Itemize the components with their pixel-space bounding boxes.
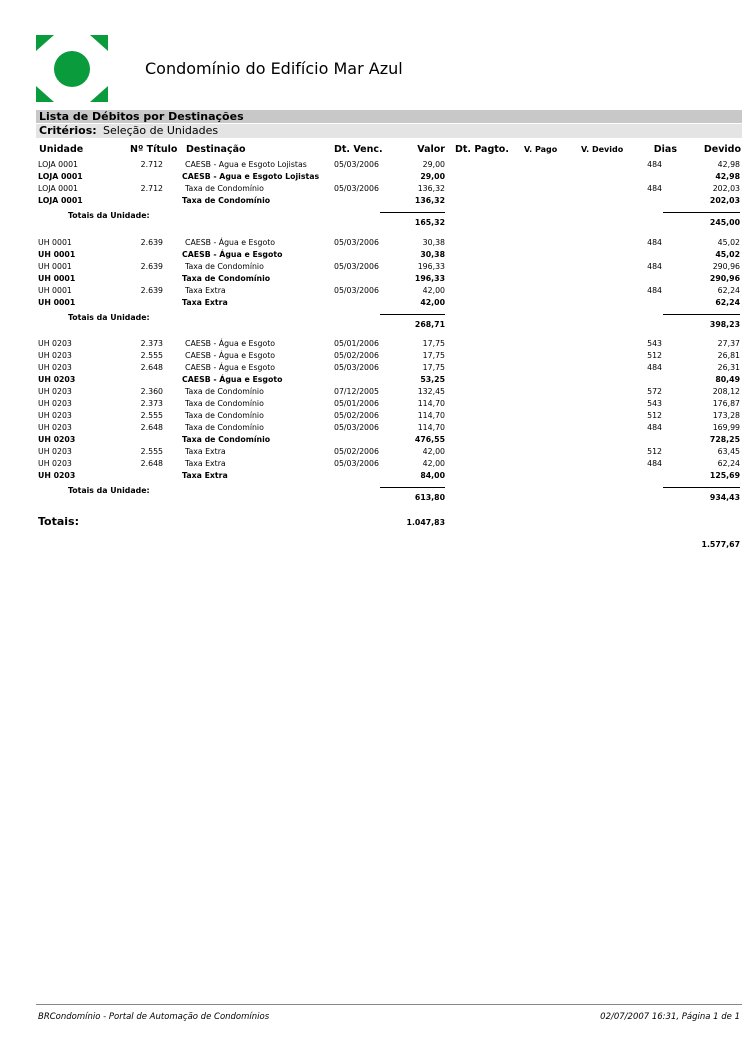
col-pagamento: Dt. Pagto. [455,144,509,155]
cell-vencimento: 05/03/2006 [334,363,379,372]
cell-valor: 17,75 [422,339,445,348]
table-row [0,338,750,350]
cell-dias: 484 [647,160,662,169]
cell-devido: 62,24 [717,286,740,295]
cell-vencimento: 07/12/2005 [334,387,379,396]
cell-devido: 27,37 [717,339,740,348]
subtotal-row [0,297,750,309]
cell-vencimento: 05/03/2006 [334,423,379,432]
cell-titulo: 2.555 [140,351,163,360]
cell-unidade: LOJA 0001 [38,160,79,169]
cell-dias: 484 [647,363,662,372]
unit-total-label: Totais da Unidade: [68,313,150,322]
cell-titulo: 2.639 [140,262,163,271]
cell-devido: 45,02 [717,238,740,247]
cell-unidade: UH 0203 [38,459,72,468]
cell-devido: 202,03 [709,196,740,205]
cell-devido: 290,96 [712,262,740,271]
cell-titulo: 2.373 [140,339,163,348]
cell-valor: 53,25 [420,375,445,384]
cell-unidade: UH 0203 [38,435,76,444]
cell-dias: 484 [647,184,662,193]
report-name: Lista de Débitos por Destinações [39,110,244,123]
cell-unidade: UH 0203 [38,387,72,396]
cell-titulo: 2.712 [140,160,163,169]
cell-destinacao: Taxa de Condomínio [185,399,264,408]
cell-valor: 136,32 [417,184,445,193]
cell-unidade: UH 0001 [38,238,72,247]
table-row [0,261,750,273]
unit-total-row [0,312,750,329]
cell-valor: 42,00 [420,298,445,307]
col-vencimento: Dt. Venc. [334,144,383,155]
cell-destinacao: CAESB - Agua e Esgoto Lojistas [185,160,307,169]
cell-valor: 114,70 [417,411,445,420]
unit-total-devido: 245,00 [709,218,740,227]
cell-vencimento: 05/01/2006 [334,339,379,348]
cell-destinacao: Taxa de Condomínio [185,423,264,432]
cell-destinacao: Taxa Extra [185,286,226,295]
cell-dias: 484 [647,459,662,468]
subtotal-row [0,470,750,482]
unit-total-label: Totais da Unidade: [68,486,150,495]
cell-titulo: 2.648 [140,423,163,432]
cell-titulo: 2.373 [140,399,163,408]
cell-unidade: UH 0203 [38,447,72,456]
cell-destinacao: CAESB - Água e Esgoto [185,238,276,247]
cell-devido: 173,28 [712,411,740,420]
cell-dias: 512 [647,447,662,456]
col-vpago: V. Pago [524,145,558,154]
cell-devido: 202,03 [712,184,740,193]
unit-total-valor: 165,32 [414,218,445,227]
table-row [0,410,750,422]
cell-destinacao: CAESB - Agua e Esgoto Lojistas [182,172,320,181]
cell-valor: 132,45 [417,387,445,396]
cell-titulo: 2.360 [140,387,163,396]
cell-valor: 17,75 [422,351,445,360]
footer-right: 02/07/2007 16:31, Página 1 de 1 [600,1012,740,1022]
cell-destinacao: Taxa de Condomínio [185,184,264,193]
cell-valor: 42,00 [422,447,445,456]
subtotal-row [0,434,750,446]
col-dias: Dias [653,144,677,155]
cell-unidade: UH 0203 [38,363,72,372]
unit-total-devido: 934,43 [709,493,740,502]
cell-vencimento: 05/01/2006 [334,399,379,408]
cell-dias: 543 [647,339,662,348]
cell-devido: 62,24 [717,459,740,468]
subtotal-row [0,249,750,261]
footer-divider [36,1004,742,1005]
footer-left: BRCondomínio - Portal de Automação de Condomínios [38,1012,270,1022]
cell-devido: 208,12 [712,387,740,396]
cell-unidade: UH 0203 [38,351,72,360]
cell-titulo: 2.648 [140,363,163,372]
cell-dias: 484 [647,286,662,295]
unit-total-valor: 613,80 [414,493,445,502]
table-row [0,458,750,470]
criteria-label: Critérios: [39,124,97,137]
cell-vencimento: 05/03/2006 [334,262,379,271]
cell-valor: 196,33 [417,262,445,271]
cell-destinacao: CAESB - Água e Esgoto [182,375,283,384]
cell-dias: 484 [647,238,662,247]
cell-dias: 484 [647,262,662,271]
subtotal-row [0,171,750,183]
cell-destinacao: Taxa de Condomínio [185,262,264,271]
table-row [0,237,750,249]
cell-valor: 136,32 [414,196,445,205]
unit-total-label: Totais da Unidade: [68,211,150,220]
cell-titulo: 2.712 [140,184,163,193]
cell-destinacao: CAESB - Água e Esgoto [182,250,283,259]
unit-total-row [0,485,750,502]
cell-valor: 30,38 [422,238,445,247]
cell-destinacao: Taxa Extra [185,447,226,456]
cell-devido: 62,24 [715,298,740,307]
cell-valor: 476,55 [414,435,445,444]
unit-total-row [0,210,750,227]
cell-vencimento: 05/02/2006 [334,351,379,360]
unit-total-devido: 398,23 [709,320,740,329]
cell-devido: 125,69 [709,471,740,480]
cell-devido: 80,49 [715,375,740,384]
cell-titulo: 2.555 [140,447,163,456]
cell-unidade: UH 0001 [38,274,76,283]
subtotal-row [0,374,750,386]
col-unidade: Unidade [39,144,84,155]
cell-dias: 512 [647,411,662,420]
cell-devido: 42,98 [717,160,740,169]
cell-valor: 114,70 [417,423,445,432]
cell-devido: 290,96 [709,274,740,283]
cell-unidade: UH 0203 [38,375,76,384]
cell-unidade: LOJA 0001 [38,184,79,193]
grand-total-valor: 1.047,83 [406,518,445,527]
col-vdevido: V. Devido [581,145,624,154]
cell-valor: 114,70 [417,399,445,408]
cell-unidade: UH 0203 [38,399,72,408]
col-valor: Valor [417,144,445,155]
cell-destinacao: Taxa de Condomínio [182,435,271,444]
cell-unidade: UH 0203 [38,339,72,348]
condominio-logo [36,35,108,102]
cell-unidade: UH 0001 [38,250,76,259]
cell-titulo: 2.639 [140,286,163,295]
cell-vencimento: 05/03/2006 [334,286,379,295]
cell-devido: 176,87 [712,399,740,408]
cell-devido: 169,99 [712,423,740,432]
cell-unidade: UH 0203 [38,471,76,480]
cell-devido: 26,31 [717,363,740,372]
cell-unidade: LOJA 0001 [38,172,83,181]
cell-valor: 29,00 [422,160,445,169]
cell-unidade: LOJA 0001 [38,196,83,205]
table-row [0,398,750,410]
cell-vencimento: 05/03/2006 [334,184,379,193]
cell-unidade: UH 0001 [38,262,72,271]
cell-titulo: 2.555 [140,411,163,420]
col-titulo: Nº Título [130,144,178,155]
cell-destinacao: Taxa Extra [185,459,226,468]
cell-vencimento: 05/02/2006 [334,411,379,420]
cell-destinacao: CAESB - Água e Esgoto [185,351,276,360]
col-destinacao: Destinação [186,144,246,155]
col-devido: Devido [703,144,741,155]
cell-devido: 45,02 [715,250,740,259]
page-title: Condomínio do Edifício Mar Azul [145,59,403,78]
cell-dias: 543 [647,399,662,408]
cell-unidade: UH 0203 [38,423,72,432]
cell-vencimento: 05/03/2006 [334,459,379,468]
cell-valor: 29,00 [420,172,445,181]
cell-valor: 42,00 [422,459,445,468]
cell-destinacao: CAESB - Água e Esgoto [185,339,276,348]
cell-destinacao: Taxa de Condomínio [182,274,271,283]
cell-unidade: UH 0001 [38,298,76,307]
cell-dias: 572 [647,387,662,396]
table-row [0,285,750,297]
table-row [0,350,750,362]
criteria-value: Seleção de Unidades [103,124,219,137]
subtotal-row [0,273,750,285]
subtotal-row [0,195,750,207]
grand-total-label: Totais: [38,515,79,528]
cell-dias: 512 [647,351,662,360]
cell-valor: 84,00 [420,471,445,480]
cell-destinacao: Taxa de Condomínio [185,411,264,420]
report-name-band [36,110,742,123]
cell-titulo: 2.639 [140,238,163,247]
cell-valor: 196,33 [414,274,445,283]
cell-dias: 484 [647,423,662,432]
table-row [0,422,750,434]
cell-vencimento: 05/03/2006 [334,238,379,247]
unit-total-valor: 268,71 [414,320,445,329]
cell-titulo: 2.648 [140,459,163,468]
cell-devido: 63,45 [717,447,740,456]
cell-devido: 26,81 [717,351,740,360]
table-row [0,159,750,171]
table-row [0,183,750,195]
cell-destinacao: Taxa de Condomínio [182,196,271,205]
cell-vencimento: 05/03/2006 [334,160,379,169]
cell-devido: 728,25 [709,435,740,444]
grand-total-devido: 1.577,67 [701,540,740,549]
table-row [0,446,750,458]
cell-destinacao: Taxa Extra [182,471,228,480]
cell-valor: 30,38 [420,250,445,259]
column-header [0,144,750,156]
cell-destinacao: Taxa de Condomínio [185,387,264,396]
cell-valor: 42,00 [422,286,445,295]
cell-destinacao: CAESB - Água e Esgoto [185,363,276,372]
table-row [0,386,750,398]
criteria-band [36,124,742,138]
table-row [0,362,750,374]
cell-valor: 17,75 [422,363,445,372]
cell-devido: 42,98 [715,172,740,181]
cell-unidade: UH 0203 [38,411,72,420]
cell-destinacao: Taxa Extra [182,298,228,307]
cell-vencimento: 05/02/2006 [334,447,379,456]
cell-unidade: UH 0001 [38,286,72,295]
